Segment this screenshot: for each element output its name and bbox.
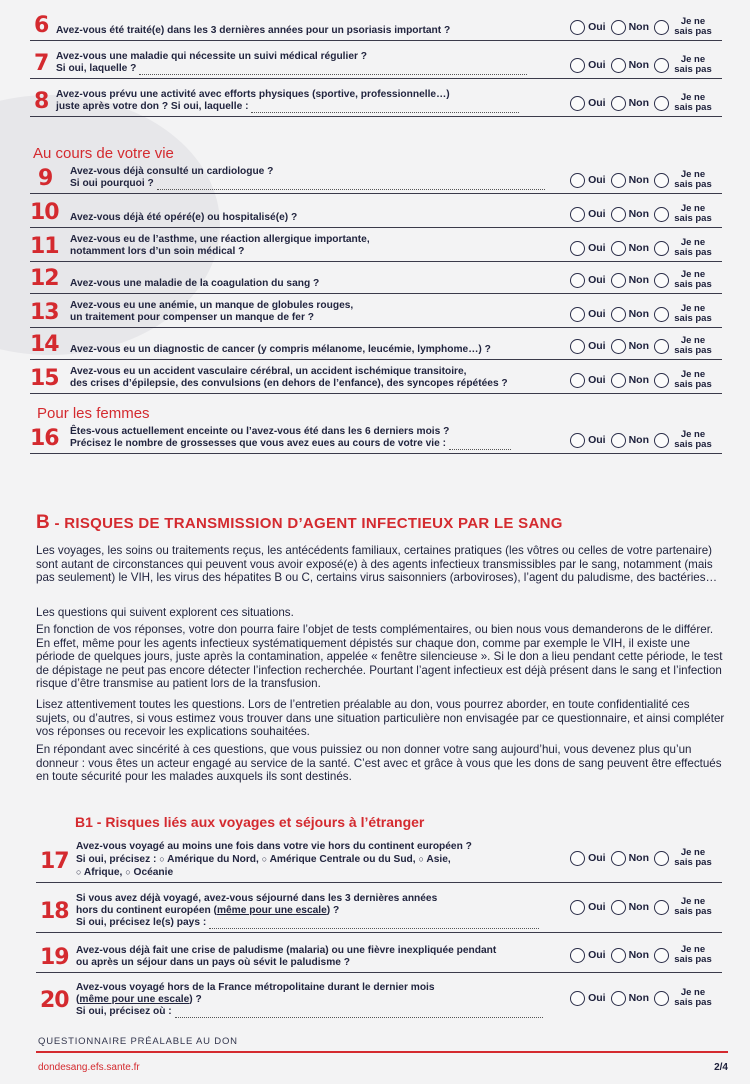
section-heading-women: Pour les femmes: [37, 405, 150, 422]
answer-dont-know[interactable]: Je ne sais pas: [654, 304, 714, 324]
answer-dont-know[interactable]: Je ne sais pas: [654, 897, 714, 917]
answer-dont-know[interactable]: Je ne sais pas: [654, 204, 714, 224]
question-number: 8: [34, 89, 49, 114]
answer-group: [570, 17, 716, 37]
radio-circle-icon[interactable]: [611, 58, 626, 73]
question-text: Avez-vous déjà été opéré(e) ou hospitalisé(e) ?: [70, 212, 298, 223]
question-row-20: [36, 973, 722, 1021]
question-number: 12: [30, 266, 59, 291]
answer-yes[interactable]: Oui: [570, 207, 606, 222]
question-row-12: [30, 262, 722, 294]
answer-no[interactable]: Non: [611, 948, 649, 963]
question-text: Avez-vous voyagé au moins une fois dans votre vie hors du continent européen ? Si oui, précisez : ○ Amérique du Nord, ○ Amérique Centrale ou du Sud, ○ Asie, ○ Afrique, ○ Océanie: [76, 841, 472, 878]
footer-divider: [36, 1051, 728, 1053]
radio-circle-icon[interactable]: [570, 207, 585, 222]
answer-group: [570, 430, 716, 450]
question-row-18: [36, 883, 722, 933]
page-number: 2/4: [714, 1062, 728, 1073]
radio-circle-icon[interactable]: [611, 173, 626, 188]
radio-circle-icon[interactable]: [611, 948, 626, 963]
radio-circle-icon[interactable]: [611, 207, 626, 222]
answer-dont-know[interactable]: Je ne sais pas: [654, 270, 714, 290]
answer-no[interactable]: Non: [611, 900, 649, 915]
answer-fill-line[interactable]: [157, 180, 545, 190]
answer-group: [570, 304, 716, 324]
radio-circle-icon[interactable]: [654, 851, 669, 866]
section-b1-heading: B1 - Risques liés aux voyages et séjours à l’étranger: [75, 814, 425, 830]
answer-dont-know[interactable]: Je ne sais pas: [654, 945, 714, 965]
question-text: Avez-vous voyagé hors de la France métropolitaine durant le dernier mois (même pour une escale) ? Si oui, précisez où :: [76, 982, 576, 1018]
radio-circle-icon[interactable]: [654, 58, 669, 73]
question-number: 19: [40, 945, 69, 970]
answer-dont-know[interactable]: Je ne sais pas: [654, 988, 714, 1008]
answer-dont-know[interactable]: Je ne sais pas: [654, 370, 714, 390]
radio-circle-icon[interactable]: [570, 851, 585, 866]
radio-circle-icon[interactable]: [654, 207, 669, 222]
answer-fill-line[interactable]: [175, 1008, 543, 1018]
answer-group: [570, 370, 716, 390]
question-text: Avez-vous prévu une activité avec efforts physiques (sportive, professionnelle…) juste après votre don ? Si oui, laquelle :: [56, 89, 546, 113]
radio-circle-icon[interactable]: [654, 948, 669, 963]
radio-circle-icon[interactable]: [570, 241, 585, 256]
question-text: Avez-vous déjà consulté un cardiologue ? Si oui pourquoi ?: [70, 166, 560, 190]
radio-circle-icon[interactable]: [611, 273, 626, 288]
question-number: 13: [30, 300, 59, 325]
answer-dont-know[interactable]: Je ne sais pas: [654, 93, 714, 113]
circle-option-icon[interactable]: ○: [261, 854, 268, 864]
radio-circle-icon[interactable]: [611, 241, 626, 256]
answer-group: [570, 988, 716, 1008]
radio-circle-icon[interactable]: [611, 851, 626, 866]
radio-circle-icon[interactable]: [570, 900, 585, 915]
question-text: Avez-vous eu une anémie, un manque de globules rouges, un traitement pour compenser un manque de fer ?: [70, 300, 354, 323]
answer-group: [570, 945, 716, 965]
radio-circle-icon[interactable]: [611, 900, 626, 915]
answer-yes[interactable]: Oui: [570, 20, 606, 35]
answer-fill-line[interactable]: [139, 65, 527, 75]
answer-dont-know[interactable]: Je ne sais pas: [654, 17, 714, 37]
circle-option-icon[interactable]: ○: [159, 854, 165, 864]
answer-yes[interactable]: Oui: [570, 433, 606, 448]
answer-yes[interactable]: Oui: [570, 173, 606, 188]
question-text: Avez-vous une maladie qui nécessite un suivi médical régulier ? Si oui, laquelle ?: [56, 51, 546, 75]
radio-circle-icon[interactable]: [570, 58, 585, 73]
radio-circle-icon[interactable]: [654, 991, 669, 1006]
answer-group: [570, 270, 716, 290]
radio-circle-icon[interactable]: [570, 173, 585, 188]
intro-paragraph-4: Lisez attentivement toutes les questions. Lors de l’entretien préalable au don, vous pourrez aborder, en toute confidentialité ces sujets, ou d’autres, si vous estimez vous trouver dans une situation particulière non envisagée par ce questionnaire, et ainsi compléter vos réponses ou recevoir les explications souhaitées.: [36, 698, 725, 739]
question-text: Êtes-vous actuellement enceinte ou l’avez-vous été dans les 6 derniers mois ? Précisez le nombre de grossesses que vous avez eues au cours de votre vie :: [70, 426, 560, 450]
answer-group: [570, 204, 716, 224]
answer-no[interactable]: Non: [611, 991, 649, 1006]
answer-dont-know[interactable]: Je ne sais pas: [654, 848, 714, 868]
radio-circle-icon[interactable]: [611, 20, 626, 35]
question-row-14: [30, 328, 722, 360]
question-row-11: [30, 228, 722, 262]
radio-circle-icon[interactable]: [570, 273, 585, 288]
intro-paragraph-3: En fonction de vos réponses, votre don pourra faire l’objet de tests complémentaires, ou bien nous vous demanderons de le différer. En effet, même pour les agents infectieux systématiquement dépistés sur chaque don, comme par exemple le VIH, il existe une période de quelques jours, juste après la contamination, appelée « fenêtre silencieuse ». Si le don a lieu pendant cette période, le test de dépistage ne peut pas encore détecter l’infection recherchée. Pourtant l’agent infectieux est déjà présent dans le sang et l’infection risque d’être transmise au patient lors de la transfusion.: [36, 623, 723, 691]
question-row-8: [30, 79, 722, 117]
radio-circle-icon[interactable]: [611, 991, 626, 1006]
answer-no[interactable]: Non: [611, 96, 649, 111]
answer-fill-line[interactable]: [251, 103, 519, 113]
answer-no[interactable]: Non: [611, 173, 649, 188]
footer-url: dondesang.efs.sante.fr: [38, 1062, 140, 1073]
radio-circle-icon[interactable]: [654, 373, 669, 388]
radio-circle-icon[interactable]: [654, 339, 669, 354]
question-number: 9: [38, 166, 53, 191]
answer-fill-line[interactable]: [209, 919, 539, 929]
answer-yes[interactable]: Oui: [570, 373, 606, 388]
radio-circle-icon[interactable]: [611, 307, 626, 322]
question-row-9: [30, 160, 722, 194]
answer-yes[interactable]: Oui: [570, 948, 606, 963]
question-row-17: [36, 836, 722, 883]
answer-no[interactable]: Non: [611, 273, 649, 288]
question-row-15: [30, 360, 722, 394]
answer-group: [570, 55, 716, 75]
question-row-13: [30, 294, 722, 328]
radio-circle-icon[interactable]: [611, 339, 626, 354]
question-text: Avez-vous eu un accident vasculaire cérébral, un accident ischémique transitoire, des crises d’épilepsie, des convulsions (en dehors de l’enfance), des syncopes répétées ?: [70, 366, 508, 389]
answer-no[interactable]: Non: [611, 339, 649, 354]
answer-group: [570, 238, 716, 258]
answer-yes[interactable]: Oui: [570, 58, 606, 73]
question-row-7: [30, 41, 722, 79]
question-number: 16: [30, 426, 59, 451]
answer-no[interactable]: Non: [611, 373, 649, 388]
question-number: 10: [30, 200, 59, 225]
answer-no[interactable]: Non: [611, 433, 649, 448]
radio-circle-icon[interactable]: [654, 433, 669, 448]
question-number: 6: [34, 13, 49, 38]
question-number: 18: [40, 899, 69, 924]
question-text: Avez-vous déjà fait une crise de paludisme (malaria) ou une fièvre inexpliquée pendant ou après un séjour dans un pays où sévit le paludisme ?: [76, 945, 497, 968]
question-text: Avez-vous une maladie de la coagulation du sang ?: [70, 278, 320, 289]
section-b-title: B - RISQUES DE TRANSMISSION D’AGENT INFECTIEUX PAR LE SANG: [36, 512, 563, 533]
radio-circle-icon[interactable]: [654, 20, 669, 35]
radio-circle-icon[interactable]: [611, 373, 626, 388]
answer-yes[interactable]: Oui: [570, 241, 606, 256]
question-number: 11: [30, 234, 59, 259]
question-row-10: [30, 194, 722, 228]
intro-paragraph-5: En répondant avec sincérité à ces questions, que vous puissiez ou non donner votre sang aujourd’hui, vous devenez plus qu’un donneur : vous êtes un acteur engagé au service de la santé. C’est avec et grâce à vous que les dons de sang peuvent être effectués en toute sécurité pour les malades auxquels ils sont destinés.: [36, 743, 722, 784]
answer-dont-know[interactable]: Je ne sais pas: [654, 55, 714, 75]
question-row-19: [36, 933, 722, 973]
answer-yes[interactable]: Oui: [570, 991, 606, 1006]
radio-circle-icon[interactable]: [570, 307, 585, 322]
answer-dont-know[interactable]: Je ne sais pas: [654, 430, 714, 450]
answer-yes[interactable]: Oui: [570, 851, 606, 866]
radio-circle-icon[interactable]: [570, 20, 585, 35]
question-number: 15: [30, 366, 59, 391]
answer-group: [570, 897, 716, 917]
answer-dont-know[interactable]: Je ne sais pas: [654, 336, 714, 356]
question-text: Avez-vous eu un diagnostic de cancer (y compris mélanome, leucémie, lymphome…) ?: [70, 344, 491, 355]
circle-option-icon[interactable]: ○: [125, 867, 131, 877]
radio-circle-icon[interactable]: [570, 991, 585, 1006]
circle-option-icon[interactable]: ○: [418, 854, 424, 864]
radio-circle-icon[interactable]: [654, 307, 669, 322]
radio-circle-icon[interactable]: [654, 273, 669, 288]
question-number: 7: [34, 51, 49, 76]
radio-circle-icon[interactable]: [654, 900, 669, 915]
question-row-16: [30, 420, 722, 454]
question-number: 17: [40, 849, 69, 874]
radio-circle-icon[interactable]: [570, 96, 585, 111]
radio-circle-icon[interactable]: [570, 433, 585, 448]
answer-no[interactable]: Non: [611, 20, 649, 35]
answer-dont-know[interactable]: Je ne sais pas: [654, 238, 714, 258]
answer-yes[interactable]: Oui: [570, 307, 606, 322]
answer-no[interactable]: Non: [611, 241, 649, 256]
answer-group: [570, 93, 716, 113]
circle-option-icon[interactable]: ○: [76, 867, 82, 877]
answer-yes[interactable]: Oui: [570, 339, 606, 354]
radio-circle-icon[interactable]: [570, 373, 585, 388]
radio-circle-icon[interactable]: [654, 96, 669, 111]
answer-yes[interactable]: Oui: [570, 273, 606, 288]
question-row-6: [30, 4, 722, 41]
answer-no[interactable]: Non: [611, 851, 649, 866]
radio-circle-icon[interactable]: [570, 948, 585, 963]
radio-circle-icon[interactable]: [611, 433, 626, 448]
answer-no[interactable]: Non: [611, 58, 649, 73]
intro-paragraph-2: Les questions qui suivent explorent ces situations.: [36, 606, 294, 619]
radio-circle-icon[interactable]: [654, 241, 669, 256]
answer-no[interactable]: Non: [611, 307, 649, 322]
footer-label: QUESTIONNAIRE PRÉALABLE AU DON: [38, 1036, 238, 1047]
radio-circle-icon[interactable]: [654, 173, 669, 188]
answer-fill-line[interactable]: [449, 440, 511, 450]
answer-group: [570, 170, 716, 190]
radio-circle-icon[interactable]: [570, 339, 585, 354]
question-text: Avez-vous été traité(e) dans les 3 dernières années pour un psoriasis important ?: [56, 25, 451, 36]
question-text: Si vous avez déjà voyagé, avez-vous séjourné dans les 3 dernières années hors du continent européen (même pour une escale) ? Si oui, précisez le(s) pays :: [76, 893, 576, 929]
answer-group: [570, 848, 716, 868]
section-heading-life: Au cours de votre vie: [33, 145, 174, 162]
answer-no[interactable]: Non: [611, 207, 649, 222]
answer-yes[interactable]: Oui: [570, 96, 606, 111]
radio-circle-icon[interactable]: [611, 96, 626, 111]
answer-dont-know[interactable]: Je ne sais pas: [654, 170, 714, 190]
question-text: Avez-vous eu de l’asthme, une réaction allergique importante, notamment lors d’un soin médical ?: [70, 234, 370, 257]
question-number: 20: [40, 988, 69, 1013]
intro-paragraph-1: Les voyages, les soins ou traitements reçus, les antécédents familiaux, certaines pratiques (les vôtres ou celles de votre partenaire) sont autant de circonstances qui peuvent vous avoir exposé(e) à des agents infectieux transmissibles par le sang, notamment (mais pas seulement) le VIH, les virus des hépatites B ou C, certains virus saisonniers (arboviroses), l’agent du paludisme, des bactéries…: [36, 544, 718, 585]
question-number: 14: [30, 332, 59, 357]
answer-yes[interactable]: Oui: [570, 900, 606, 915]
answer-group: [570, 336, 716, 356]
